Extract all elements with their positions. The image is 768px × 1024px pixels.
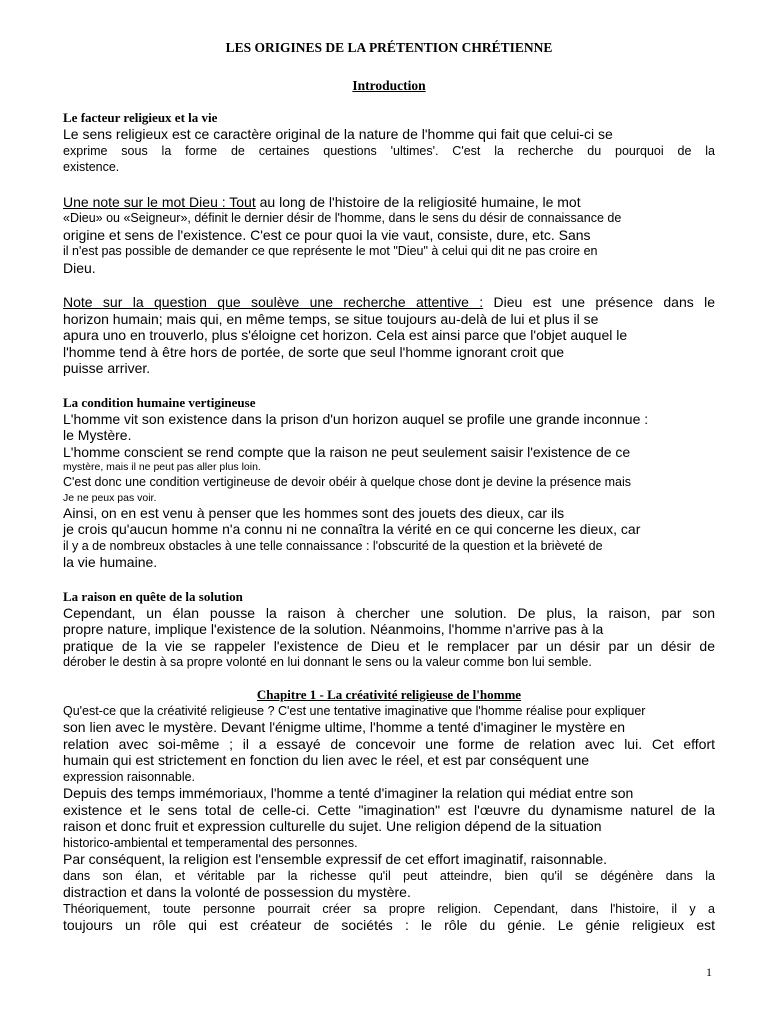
spacer <box>63 671 715 687</box>
page-number: 1 <box>706 965 712 979</box>
text-line: Cependant, un élan pousse la raison à chercher une solution. De plus, la raison, par son <box>63 604 715 621</box>
text-line: son lien avec le mystère. Devant l'énigme ultime, l'homme a tenté d'imaginer le mystère en <box>63 719 626 735</box>
paragraph-facteur-religieux <box>63 126 715 176</box>
text-line: raison et donc fruit et expression culturelle du sujet. Une religion dépend de la situation <box>63 818 602 834</box>
text-line: dérober le destin à sa propre volonté en lui donnant le sens ou la valeur comme bon lui semble. <box>63 655 592 669</box>
spacer <box>63 571 715 589</box>
section-heading-facteur-religieux: Le facteur religieux et la vie <box>63 110 218 125</box>
text-line: il y a de nombreux obstacles à une telle connaissance : l'obscurité de la question et la brièveté de <box>63 538 603 553</box>
note-question-rest: Dieu est une présence dans le <box>483 294 716 310</box>
note-dieu-rest: au long de l'histoire de la religiosité humaine, le mot <box>255 193 581 210</box>
text-line: Je ne peux pas voir. <box>63 491 157 504</box>
paragraph-note-question <box>63 294 715 377</box>
text-line: Dieu. <box>63 259 96 276</box>
text-line <box>63 294 715 311</box>
section-heading-raison: La raison en quête de la solution <box>63 588 243 604</box>
text-line: puisse arriver. <box>63 360 151 376</box>
text-line: l'homme tend à être hors de portée, de sorte que seul l'homme ignorant croit que <box>63 343 565 360</box>
introduction-heading: Introduction <box>352 78 426 93</box>
paragraph-raison <box>63 605 715 671</box>
text-line: relation avec soi-même ; il a essayé de concevoir une forme de relation avec lui. Cet effort <box>63 735 715 752</box>
text-line: distraction et dans la volonté de possession du mystère. <box>63 884 411 900</box>
text-line: expression raisonnable. <box>63 769 196 784</box>
spacer <box>63 377 715 395</box>
text-line: existence. <box>63 160 120 174</box>
note-dieu-lead: Une note sur le mot Dieu : Tout <box>63 193 256 210</box>
text-line: apura uno en trouverlo, plus s'éloigne cet horizon. Cela est ainsi parce que l'objet auquel le <box>63 327 628 343</box>
section-heading-condition-humaine: La condition humaine vertigineuse <box>63 394 256 410</box>
text-line: il n'est pas possible de demander ce que représente le mot "Dieu" à celui qui dit ne pas croire en <box>63 244 598 258</box>
text-line: L'homme vit son existence dans la prison d'un horizon auquel se profile une grande inconnue : <box>63 410 649 427</box>
text-line: exprime sous la forme de certaines questions 'ultimes'. C'est la recherche du pourquoi de la <box>63 143 715 158</box>
spacer <box>63 276 715 294</box>
text-line: mystère, mais il ne peut pas aller plus loin. <box>63 461 261 473</box>
text-line: pratique de la vie se rappeler l'existence de Dieu et le remplacer par un désir par un désir de <box>63 637 715 654</box>
text-line: horizon humain; mais qui, en même temps, se situe toujours au-delà de lui et plus il se <box>63 310 599 327</box>
document-title: LES ORIGINES DE LA PRÉTENTION CHRÉTIENNE <box>225 40 553 55</box>
text-line <box>63 194 715 211</box>
text-line: propre nature, implique l'existence de la solution. Néanmoins, l'homme n'arrive pas à la <box>63 621 604 637</box>
text-line: toujours un rôle qui est créateur de sociétés : le rôle du génie. Le génie religieux est <box>63 917 715 933</box>
paragraph-note-dieu <box>63 194 715 277</box>
text-line: le Mystère. <box>63 427 132 443</box>
paragraph-creativite <box>63 703 715 934</box>
text-line: origine et sens de l'existence. C'est ce pour quoi la vie vaut, consiste, dure, etc. Sans <box>63 226 591 243</box>
text-line: humain qui est strictement en fonction du lien avec le réel, et est par conséquent une <box>63 752 590 768</box>
text-line: dans son élan, et véritable par la richesse qu'il peut atteindre, bien qu'il se dégénère dans la <box>63 868 715 883</box>
text-line: Par conséquent, la religion est l'ensemble expressif de cet effort imaginatif, raisonnable. <box>63 851 608 867</box>
text-line: je crois qu'aucun homme n'a connu ni ne connaîtra la vérité en ce qui concerne les dieux, car <box>63 521 641 537</box>
note-question-lead: Note sur la question que soulève une recherche attentive : <box>63 294 484 310</box>
text-line: existence et le sens total de celle-ci. Cette "imagination" est l'œuvre du dynamisme naturel de la <box>63 801 715 818</box>
text-line: Depuis des temps immémoriaux, l'homme a tenté d'imaginer la relation qui médiat entre son <box>63 785 634 801</box>
spacer <box>63 176 715 194</box>
text-line: Qu'est-ce que la créativité religieuse ? C'est une tentative imaginative que l'homme réalise pour expliquer <box>63 703 646 718</box>
text-line: la vie humaine. <box>63 554 158 570</box>
text-line: Le sens religieux est ce caractère original de la nature de l'homme qui fait que celui-ci se <box>63 126 613 142</box>
text-line: L'homme conscient se rend compte que la raison ne peut seulement saisir l'existence de ce <box>63 443 631 460</box>
text-line: Théoriquement, toute personne pourrait créer sa propre religion. Cependant, dans l'histoire, il y a <box>63 901 715 916</box>
text-line: C'est donc une condition vertigineuse de devoir obéir à quelque chose dont je devine la présence mais <box>63 475 632 489</box>
text-line: historico-ambiental et temperamental des personnes. <box>63 835 358 850</box>
text-line: «Dieu» ou «Seigneur», définit le dernier désir de l'homme, dans le sens du désir de connaissance de <box>63 211 622 225</box>
document-page <box>63 40 715 934</box>
text-line: Ainsi, on en est venu à penser que les hommes sont des jouets des dieux, car ils <box>63 504 565 521</box>
paragraph-condition-humaine <box>63 411 715 571</box>
chapter-heading: Chapitre 1 - La créativité religieuse de l'homme <box>256 686 522 702</box>
